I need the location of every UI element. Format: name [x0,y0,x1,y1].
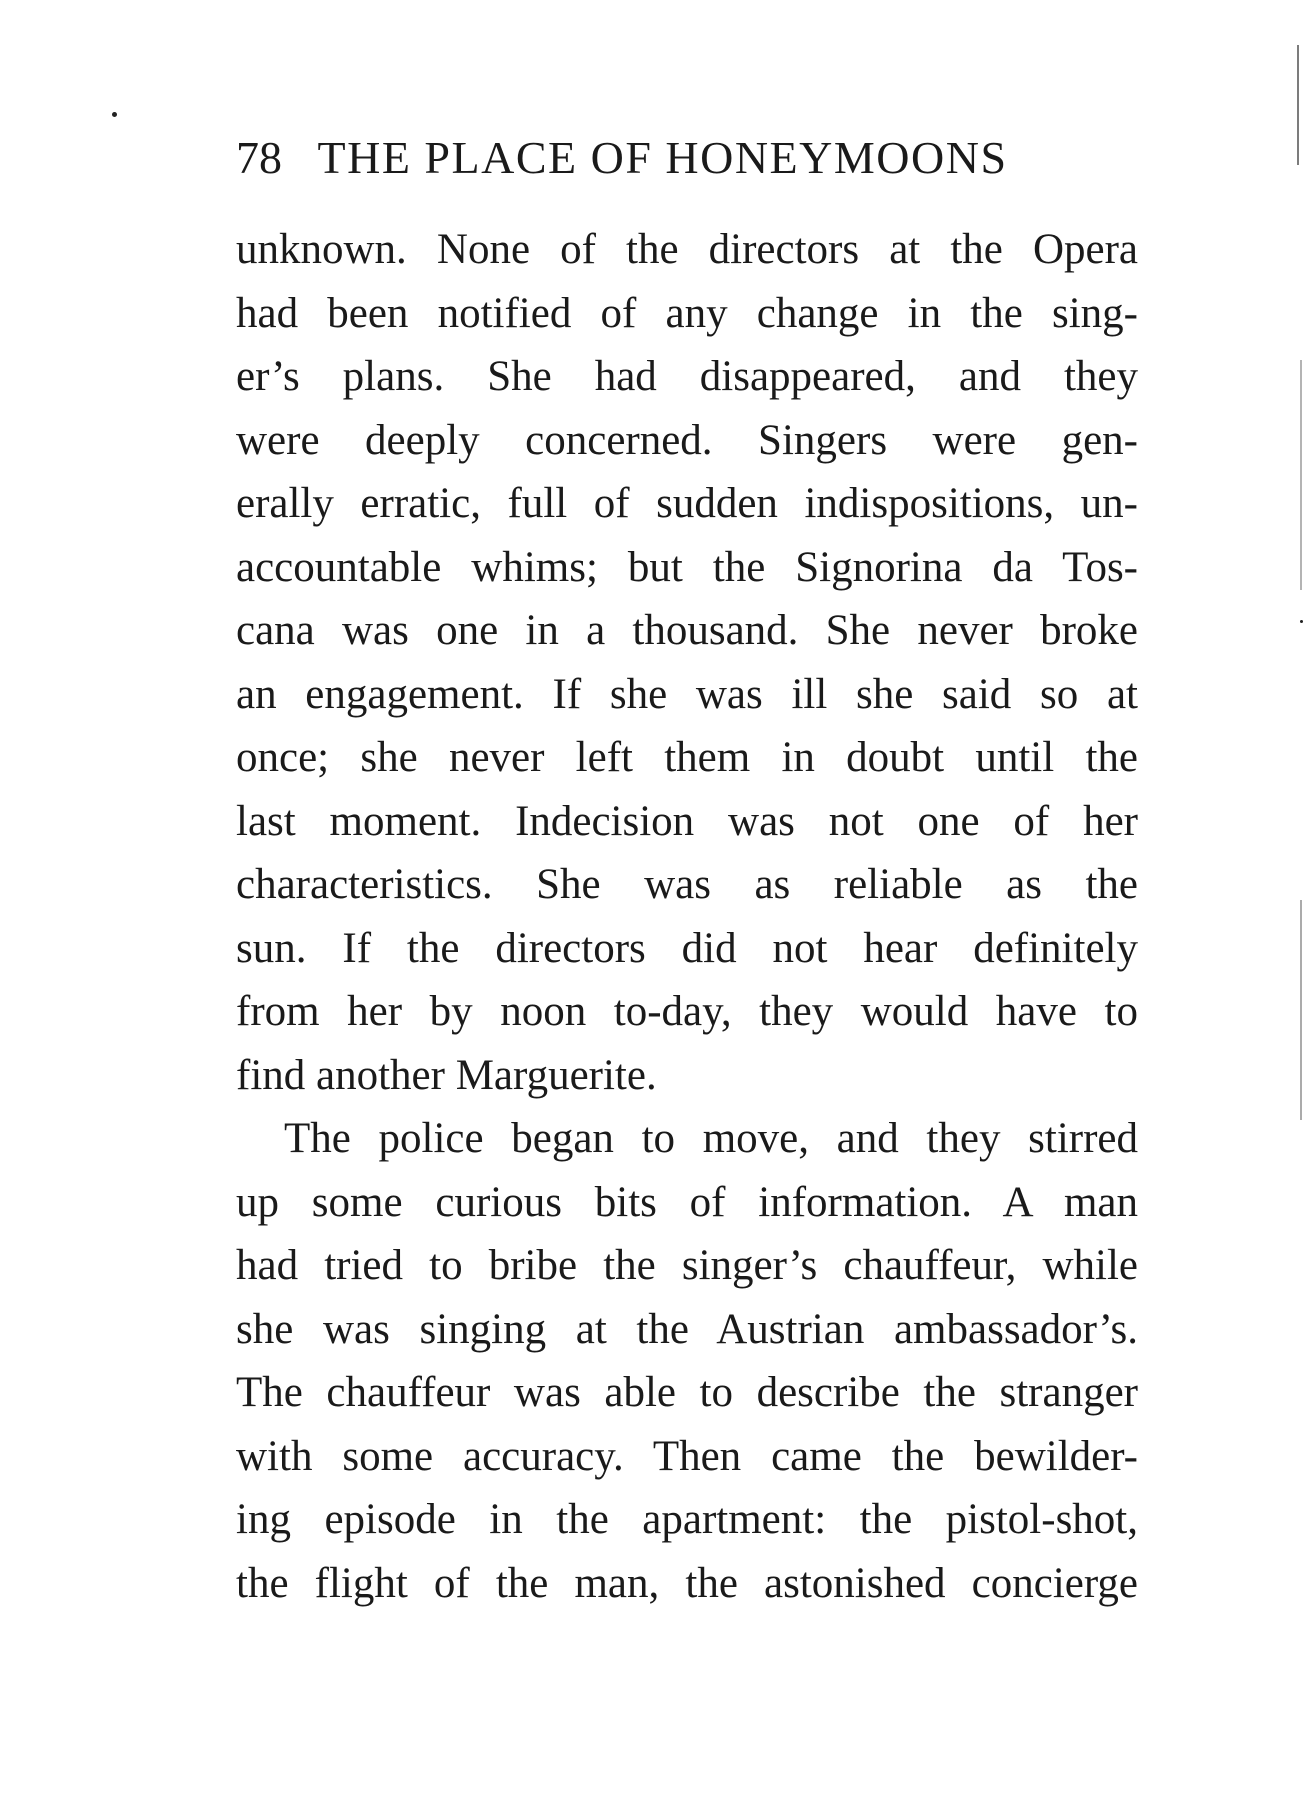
text-line: had tried to bribe the singer’s chauffeur, while [236,1242,1138,1289]
scan-speck [112,112,117,117]
scan-edge-mark [1297,45,1299,165]
scan-edge-mark [1300,900,1302,1120]
text-line: erally erratic, full of sudden indispositions, un- [236,480,1138,527]
text-line: sun. If the directors did not hear definitely [236,924,1138,972]
running-title: THE PLACE OF HONEYMOONS [317,132,1008,183]
body-text [236,218,1138,1615]
text-line: had been notified of any change in the sing- [236,289,1138,337]
text-line: accountable whims; but the Signorina da Tos- [236,543,1138,591]
text-line: unknown. None of the directors at the Opera [236,226,1138,273]
text-line: The police began to move, and they stirred [284,1115,1138,1162]
text-line: find another Marguerite. [236,1051,657,1099]
text-line: cana was one in a thousand. She never broke [236,607,1138,654]
page-number: 78 [236,132,282,183]
text-line: were deeply concerned. Singers were gen- [236,416,1138,464]
scan-speck [1300,620,1303,623]
running-header [236,128,1136,188]
scan-edge-mark [1300,360,1302,590]
text-line: er’s plans. She had disappeared, and they [236,353,1138,400]
paragraph-1 [236,218,1138,1107]
text-line: an engagement. If she was ill she said so at [236,670,1138,718]
text-line: she was singing at the Austrian ambassador’s. [236,1305,1138,1353]
text-line: the flight of the man, the astonished concierge [236,1559,1138,1607]
text-line: from her by noon to-day, they would have to [236,988,1138,1035]
text-line: characteristics. She was as reliable as the [236,861,1138,908]
text-line: with some accuracy. Then came the bewilder- [236,1432,1138,1480]
text-line: ing episode in the apartment: the pistol-shot, [236,1496,1138,1543]
text-line: once; she never left them in doubt until the [236,734,1138,781]
text-line: The chauffeur was able to describe the stranger [236,1369,1138,1416]
text-line: last moment. Indecision was not one of her [236,797,1138,845]
text-line: up some curious bits of information. A man [236,1178,1138,1226]
paragraph-2 [236,1107,1138,1615]
